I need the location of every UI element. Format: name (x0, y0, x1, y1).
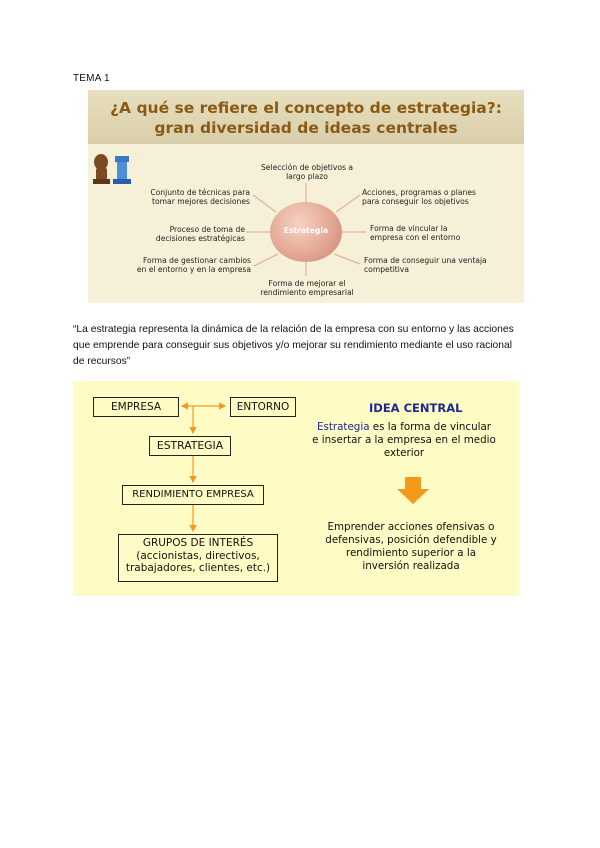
concept-middle-right: Forma de vincular la empresa con el entorno (370, 224, 461, 242)
estrategia-box: ESTRATEGIA (149, 436, 231, 456)
concept-bottom-right: Forma de conseguir una ventaja competitiva (364, 256, 487, 274)
entorno-box: ENTORNO (230, 397, 296, 417)
idea-highlight-word: Estrategia (316, 421, 370, 433)
concept-bottom-left: Forma de gestionar cambios en el entorno y en la empresa (136, 256, 251, 274)
idea-central-text: Estrategia es la forma de vincular e insertar a la empresa en el medio exterior (312, 421, 496, 459)
strategy-concepts-figure (88, 90, 524, 303)
empresa-box: EMPRESA (93, 397, 179, 417)
concept-top-right: Acciones, programas o planes para conseguir los objetivos (362, 188, 476, 206)
down-arrow-icon (395, 477, 431, 505)
conclusion-text: Emprender acciones ofensivas o defensivas, posición defendible y rendimiento superior a la inversión realizada (325, 521, 497, 572)
concept-top: Selección de objetivos a largo plazo (260, 163, 353, 181)
figure-title-line-1: ¿A qué se refiere el concepto de estrategia?: (110, 99, 502, 117)
concept-top-left: Conjunto de técnicas para tomar mejores decisiones (150, 188, 250, 206)
concept-bottom: Forma de mejorar el rendimiento empresarial (260, 279, 354, 297)
strategy-definition-quote: “La estrategia representa la dinámica de la relación de la empresa con su entorno y las acciones que emprende para conseguir sus objetivos y/o mejorar su rendimiento mediante el uso racional de recursos” (73, 324, 514, 367)
strategy-flow-diagram (73, 381, 519, 596)
grupos-de-interes-box: GRUPOS DE INTERÉS (accionistas, directivos, trabajadores, clientes, etc.) (118, 534, 278, 582)
section-heading: TEMA 1 (73, 73, 110, 84)
concept-middle-left: Proceso de toma de decisiones estratégicas (155, 225, 245, 243)
figure-title-line-2: gran diversidad de ideas centrales (154, 119, 458, 137)
idea-central-title: IDEA CENTRAL (369, 401, 463, 415)
strategy-hub-label: Estrategia (283, 226, 329, 235)
rendimiento-empresa-box: RENDIMIENTO EMPRESA (122, 485, 264, 505)
